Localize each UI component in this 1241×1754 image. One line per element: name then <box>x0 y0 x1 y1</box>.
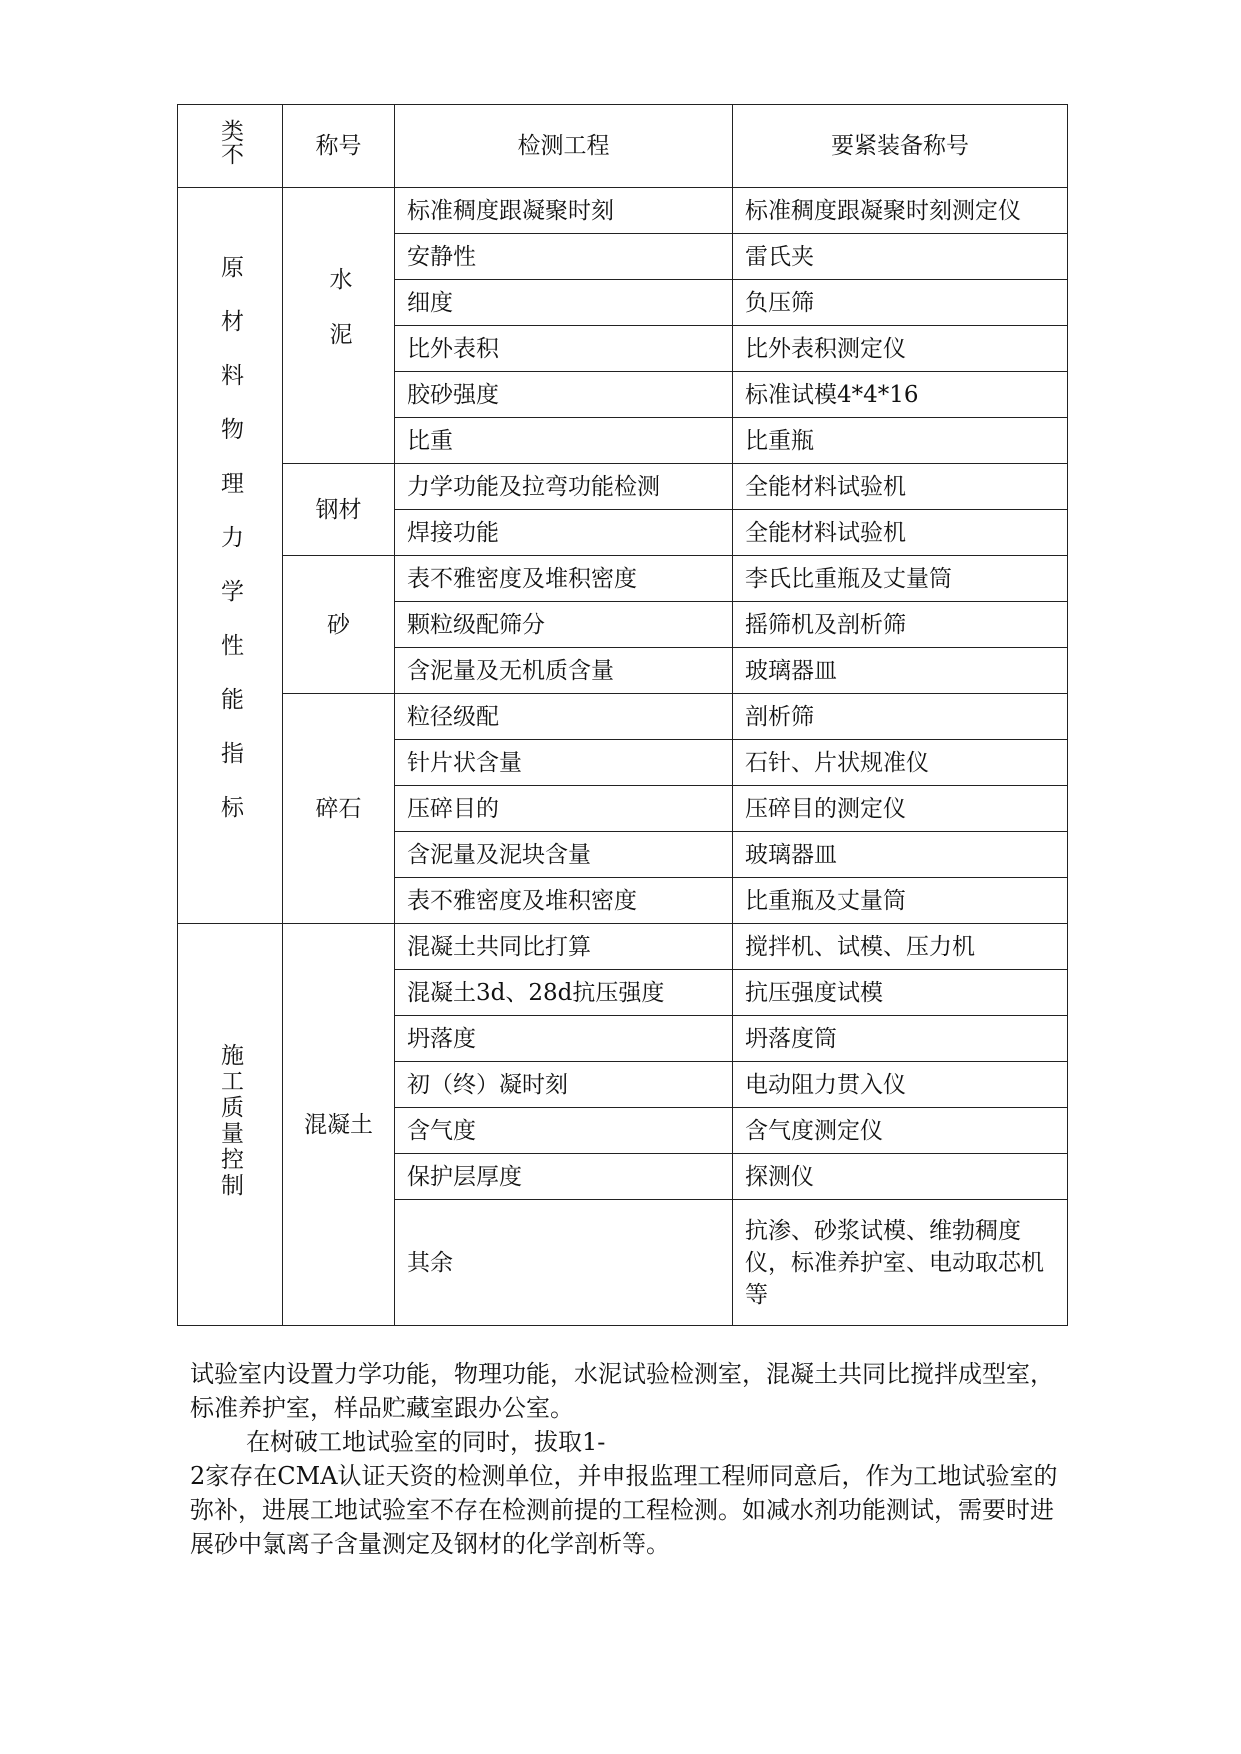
category-construction-quality-label: 施工质量控制 <box>217 1042 243 1199</box>
equipment-cell: 玻璃器皿 <box>733 832 1068 878</box>
equipment-cell: 探测仪 <box>733 1154 1068 1200</box>
body-paragraph-1: 试验室内设置力学功能，物理功能，水泥试验检测室，混凝土共同比搅拌成型室，标准养护室，样品贮藏室跟办公室。 <box>190 1360 1054 1422</box>
item-cell: 初（终）凝时刻 <box>395 1062 733 1108</box>
material-sand: 砂 <box>283 556 395 694</box>
header-item: 检测工程 <box>395 105 733 188</box>
equipment-cell: 负压筛 <box>733 280 1068 326</box>
material-cement-label: 水泥 <box>325 266 352 377</box>
item-cell: 安静性 <box>395 234 733 280</box>
item-cell: 比重 <box>395 418 733 464</box>
item-cell: 含气度 <box>395 1108 733 1154</box>
table-row <box>178 188 1068 234</box>
body-paragraph-2-line1: 在树破工地试验室的同时，拔取1- <box>246 1428 606 1456</box>
equipment-cell: 比外表积测定仪 <box>733 326 1068 372</box>
equipment-cell: 坍落度筒 <box>733 1016 1068 1062</box>
header-category-label: 类不 <box>217 119 243 165</box>
material-concrete: 混凝土 <box>283 924 395 1326</box>
item-cell: 表不雅密度及堆积密度 <box>395 556 733 602</box>
item-cell: 力学功能及拉弯功能检测 <box>395 464 733 510</box>
equipment-cell: 比重瓶 <box>733 418 1068 464</box>
material-cement <box>283 188 395 464</box>
item-cell: 焊接功能 <box>395 510 733 556</box>
table-row <box>178 556 1068 602</box>
table-row <box>178 924 1068 970</box>
inspection-table <box>177 104 1068 1326</box>
item-cell: 细度 <box>395 280 733 326</box>
header-equipment: 要紧装备称号 <box>733 105 1068 188</box>
category-construction-quality <box>178 924 283 1326</box>
equipment-cell: 全能材料试验机 <box>733 510 1068 556</box>
equipment-cell: 比重瓶及丈量筒 <box>733 878 1068 924</box>
item-cell: 颗粒级配筛分 <box>395 602 733 648</box>
item-cell: 含泥量及泥块含量 <box>395 832 733 878</box>
equipment-cell: 抗渗、砂浆试模、维勃稠度仪，标准养护室、电动取芯机等 <box>733 1200 1068 1326</box>
item-cell: 表不雅密度及堆积密度 <box>395 878 733 924</box>
body-paragraph-2-rest: 2家存在CMA认证天资的检测单位，并申报监理工程师同意后，作为工地试验室的弥补，进展工地试验室不存在检测前提的工程检测。如减水剂功能测试，需要时进展砂中氯离子含量测定及钢材的化学剖析等。 <box>190 1462 1058 1558</box>
category-raw-materials-label: 原材料物理力学性能指标 <box>217 254 243 849</box>
item-cell: 混凝土共同比打算 <box>395 924 733 970</box>
item-cell: 混凝土3d、28d抗压强度 <box>395 970 733 1016</box>
equipment-cell: 摇筛机及剖析筛 <box>733 602 1068 648</box>
header-name: 称号 <box>283 105 395 188</box>
table-row <box>178 694 1068 740</box>
material-steel: 钢材 <box>283 464 395 556</box>
equipment-cell: 雷氏夹 <box>733 234 1068 280</box>
item-cell: 比外表积 <box>395 326 733 372</box>
material-gravel: 碎石 <box>283 694 395 924</box>
item-cell: 压碎目的 <box>395 786 733 832</box>
equipment-cell: 标准稠度跟凝聚时刻测定仪 <box>733 188 1068 234</box>
item-cell: 含泥量及无机质含量 <box>395 648 733 694</box>
category-raw-materials <box>178 188 283 924</box>
item-cell: 针片状含量 <box>395 740 733 786</box>
item-cell: 标准稠度跟凝聚时刻 <box>395 188 733 234</box>
equipment-cell: 李氏比重瓶及丈量筒 <box>733 556 1068 602</box>
equipment-cell: 含气度测定仪 <box>733 1108 1068 1154</box>
equipment-cell: 玻璃器皿 <box>733 648 1068 694</box>
item-cell: 粒径级配 <box>395 694 733 740</box>
equipment-cell: 全能材料试验机 <box>733 464 1068 510</box>
equipment-cell: 抗压强度试模 <box>733 970 1068 1016</box>
equipment-cell: 电动阻力贯入仪 <box>733 1062 1068 1108</box>
equipment-cell: 压碎目的测定仪 <box>733 786 1068 832</box>
table-row <box>178 464 1068 510</box>
header-category <box>178 105 283 188</box>
equipment-cell: 标准试模4*4*16 <box>733 372 1068 418</box>
item-cell: 坍落度 <box>395 1016 733 1062</box>
equipment-cell: 剖析筛 <box>733 694 1068 740</box>
item-cell: 其余 <box>395 1200 733 1326</box>
item-cell: 保护层厚度 <box>395 1154 733 1200</box>
item-cell: 胶砂强度 <box>395 372 733 418</box>
table-header-row <box>178 105 1068 188</box>
equipment-cell: 搅拌机、试模、压力机 <box>733 924 1068 970</box>
equipment-cell: 石针、片状规准仪 <box>733 740 1068 786</box>
